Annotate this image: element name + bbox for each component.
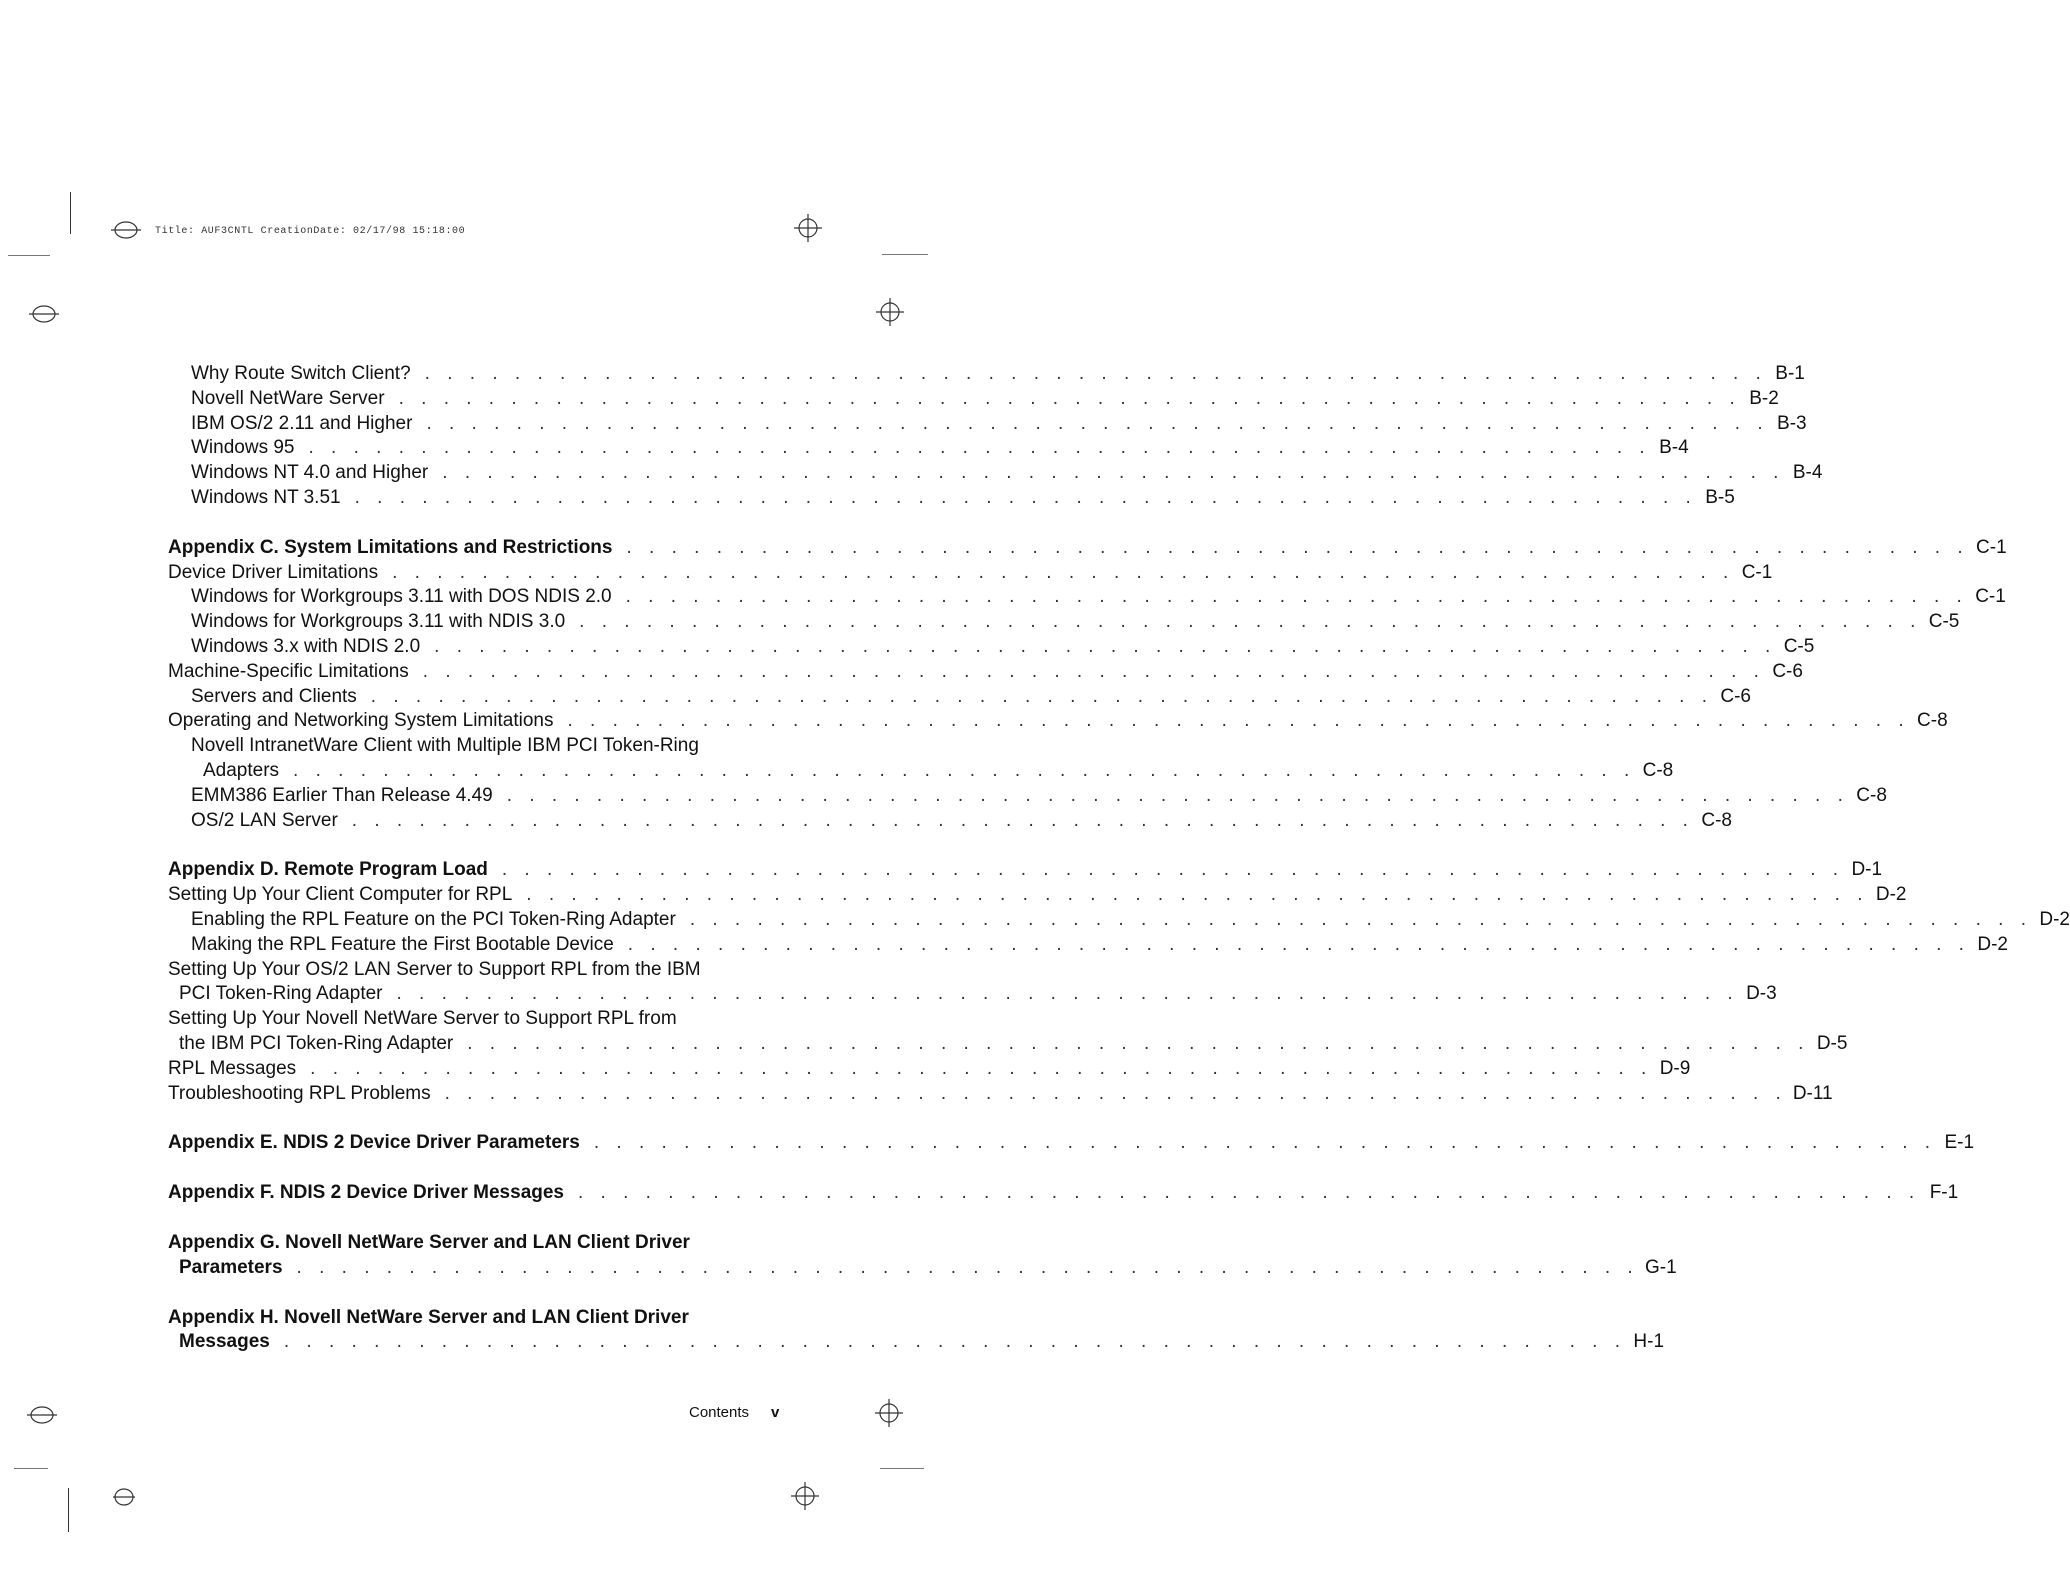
toc-page-number: C-8 <box>1642 759 1674 781</box>
toc-page-number: B-4 <box>1659 437 1689 459</box>
toc-entry[interactable] <box>168 610 1960 635</box>
toc-entry-label: Windows 95 <box>191 437 295 459</box>
toc-entry[interactable] <box>168 387 1779 412</box>
toc-page-number: C-8 <box>1856 784 1887 806</box>
toc-entry-label: Windows NT 3.51 <box>191 486 341 508</box>
toc-entry[interactable] <box>168 536 2007 561</box>
toc-page-number: D-2 <box>2039 908 2070 930</box>
toc-page-number: C-6 <box>1772 660 1803 682</box>
toc-entry[interactable] <box>168 1181 1959 1206</box>
print-header: Title: AUF3CNTL CreationDate: 02/17/98 15:18:00 <box>155 226 466 237</box>
toc-entry[interactable] <box>168 461 1823 486</box>
crosshair-mark-icon <box>789 1480 821 1512</box>
toc-page-number: C-1 <box>1975 586 2006 608</box>
toc-entry-label: Enabling the RPL Feature on the PCI Token-Ring Adapter <box>191 908 676 930</box>
registration-mark-icon <box>24 1403 60 1427</box>
toc-entry-label: Making the RPL Feature the First Bootable Device <box>191 933 614 955</box>
toc-page-number: D-2 <box>1977 933 2008 955</box>
toc-entry-label: Operating and Networking System Limitations <box>168 710 554 732</box>
toc-entry-label: Windows for Workgroups 3.11 with DOS NDIS 2.0 <box>191 586 612 608</box>
toc-page-number: C-5 <box>1783 635 1815 657</box>
toc-page-number: B-3 <box>1777 412 1807 434</box>
toc-entry-label: PCI Token-Ring Adapter <box>179 983 383 1005</box>
toc-page-number: B-4 <box>1792 462 1823 484</box>
page-number: v <box>771 1404 780 1421</box>
toc-entry-label: Appendix E. NDIS 2 Device Driver Parameters <box>168 1132 580 1154</box>
toc-entry-label: Windows for Workgroups 3.11 with NDIS 3.0 <box>191 611 566 633</box>
toc-page-number: C-6 <box>1720 685 1751 707</box>
crop-mark-line <box>8 255 50 256</box>
dot-leader: . . . . . . . . . . . . . . . . . . . . . . . . . . . . . . . . . . . . . . . . . . . . . . . . . . . . . . . . . . . . <box>444 1082 1787 1104</box>
dot-leader: . . . . . . . . . . . . . . . . . . . . . . . . . . . . . . . . . . . . . . . . . . . . . . . . . . . . . . . . . . . . <box>354 486 1697 508</box>
dot-leader: . . . . . . . . . . . . . . . . . . . . . . . . . . . . . . . . . . . . . . . . . . . . . . . . . . . . . . . . . . . . <box>424 363 1767 384</box>
toc-entry-label: Setting Up Your Novell NetWare Server to Support RPL from <box>168 1008 677 1030</box>
toc-entry[interactable] <box>168 486 1735 511</box>
dot-leader: . . . . . . . . . . . . . . . . . . . . . . . . . . . . . . . . . . . . . . . . . . . . . . . . . . . . . . . . . . . . <box>625 586 1968 608</box>
toc-page-number: D-9 <box>1659 1057 1691 1079</box>
footer-label: Contents <box>689 1404 750 1421</box>
dot-leader: . . . . . . . . . . . . . . . . . . . . . . . . . . . . . . . . . . . . . . . . . . . . . . . . . . . . . . . . . . . . <box>567 710 1910 732</box>
toc-entry[interactable] <box>168 561 1773 586</box>
toc-page-number: C-1 <box>1741 561 1773 583</box>
toc-entry[interactable] <box>168 908 2070 933</box>
dot-leader: . . . . . . . . . . . . . . . . . . . . . . . . . . . . . . . . . . . . . . . . . . . . . . . . . . . . . . . . . . . . <box>370 685 1713 707</box>
toc-entry-label: Messages <box>179 1331 270 1353</box>
crop-mark-line <box>880 1468 924 1469</box>
toc-section <box>168 1231 1677 1281</box>
dot-leader: . . . . . . . . . . . . . . . . . . . . . . . . . . . . . . . . . . . . . . . . . . . . . . . . . . . . . . . . . . . . <box>506 784 1849 806</box>
toc-entry[interactable] <box>168 362 1805 387</box>
toc-entry[interactable] <box>168 982 1777 1007</box>
toc-entry[interactable] <box>168 685 1751 710</box>
toc-entry-label: Appendix G. Novell NetWare Server and LAN Client Driver <box>168 1231 690 1253</box>
toc-entry-label: Appendix F. NDIS 2 Device Driver Messages <box>168 1182 564 1204</box>
crop-mark-line <box>882 254 928 255</box>
toc-section <box>168 1306 1665 1356</box>
toc-page-number: D-11 <box>1792 1082 1833 1104</box>
toc-section <box>168 1131 1975 1156</box>
toc-entry-label: RPL Messages <box>168 1057 297 1079</box>
dot-leader: . . . . . . . . . . . . . . . . . . . . . . . . . . . . . . . . . . . . . . . . . . . . . . . . . . . . . . . . . . . . <box>501 859 1845 881</box>
toc-entry[interactable] <box>168 784 1887 809</box>
toc-section <box>168 362 1823 511</box>
dot-leader: . . . . . . . . . . . . . . . . . . . . . . . . . . . . . . . . . . . . . . . . . . . . . . . . . . . . . . . . . . . . <box>627 933 1970 955</box>
crop-mark-line <box>70 192 71 234</box>
crosshair-mark-icon <box>792 212 824 244</box>
crosshair-mark-icon <box>874 296 906 328</box>
dot-leader: . . . . . . . . . . . . . . . . . . . . . . . . . . . . . . . . . . . . . . . . . . . . . . . . . . . . . . . . . . . . <box>296 1256 1639 1278</box>
table-of-contents <box>168 362 2070 1380</box>
toc-entry-label: Windows NT 4.0 and Higher <box>191 462 429 484</box>
toc-entry-label: Adapters <box>203 759 280 781</box>
toc-entry[interactable] <box>168 1032 1848 1057</box>
dot-leader: . . . . . . . . . . . . . . . . . . . . . . . . . . . . . . . . . . . . . . . . . . . . . . . . . . . . . . . . . . . . <box>689 908 2032 930</box>
toc-page-number: D-2 <box>1875 884 1907 906</box>
toc-page-number: G-1 <box>1645 1256 1677 1278</box>
toc-entry-label: Troubleshooting RPL Problems <box>168 1082 431 1104</box>
dot-leader: . . . . . . . . . . . . . . . . . . . . . . . . . . . . . . . . . . . . . . . . . . . . . . . . . . . . . . . . . . . . <box>626 536 1969 558</box>
dot-leader: . . . . . . . . . . . . . . . . . . . . . . . . . . . . . . . . . . . . . . . . . . . . . . . . . . . . . . . . . . . . <box>398 387 1741 409</box>
toc-page-number: C-8 <box>1917 710 1948 732</box>
dot-leader: . . . . . . . . . . . . . . . . . . . . . . . . . . . . . . . . . . . . . . . . . . . . . . . . . . . . . . . . . . . . <box>526 884 1869 906</box>
crop-mark-line <box>14 1468 48 1469</box>
dot-leader: . . . . . . . . . . . . . . . . . . . . . . . . . . . . . . . . . . . . . . . . . . . . . . . . . . . . . . . . . . . . <box>442 462 1785 484</box>
dot-leader: . . . . . . . . . . . . . . . . . . . . . . . . . . . . . . . . . . . . . . . . . . . . . . . . . . . . . . . . . . . . <box>351 809 1694 831</box>
toc-page-number: D-1 <box>1851 859 1883 881</box>
crosshair-mark-icon <box>873 1397 905 1429</box>
crop-mark-line <box>68 1488 69 1532</box>
toc-section <box>168 858 2070 1106</box>
toc-entry-label: Servers and Clients <box>191 685 357 707</box>
toc-entry[interactable] <box>168 759 1674 784</box>
toc-entry[interactable] <box>168 709 1948 734</box>
toc-entry[interactable] <box>168 635 1815 660</box>
toc-section <box>168 1181 1959 1206</box>
toc-page-number: C-5 <box>1928 611 1960 633</box>
toc-entry-label: Novell NetWare Server <box>191 387 385 409</box>
dot-leader: . . . . . . . . . . . . . . . . . . . . . . . . . . . . . . . . . . . . . . . . . . . . . . . . . . . . . . . . . . . . <box>310 1057 1653 1079</box>
toc-entry-label: the IBM PCI Token-Ring Adapter <box>179 1032 454 1054</box>
toc-entry-label: EMM386 Earlier Than Release 4.49 <box>191 784 493 806</box>
toc-entry[interactable] <box>168 1057 1691 1082</box>
toc-page-number: C-1 <box>1976 536 2007 558</box>
toc-entry[interactable] <box>168 1256 1677 1281</box>
toc-entry-label: Novell IntranetWare Client with Multiple IBM PCI Token-Ring <box>191 735 699 757</box>
toc-entry[interactable] <box>168 1330 1665 1355</box>
toc-page-number: B-5 <box>1705 486 1735 508</box>
toc-entry[interactable] <box>168 809 1732 834</box>
toc-entry-label: Parameters <box>179 1256 283 1278</box>
toc-page-number: E-1 <box>1944 1132 1975 1154</box>
toc-page-number: D-5 <box>1816 1032 1848 1054</box>
dot-leader: . . . . . . . . . . . . . . . . . . . . . . . . . . . . . . . . . . . . . . . . . . . . . . . . . . . . . . . . . . . . <box>434 635 1777 657</box>
toc-entry[interactable] <box>168 585 2006 610</box>
toc-entry-label: Appendix D. Remote Program Load <box>168 859 488 881</box>
toc-entry[interactable] <box>168 412 1807 437</box>
toc-entry-label: Setting Up Your Client Computer for RPL <box>168 884 513 906</box>
toc-page-number: B-2 <box>1749 387 1779 409</box>
dot-leader: . . . . . . . . . . . . . . . . . . . . . . . . . . . . . . . . . . . . . . . . . . . . . . . . . . . . . . . . . . . . <box>422 660 1765 682</box>
toc-entry-label: Appendix H. Novell NetWare Server and LAN Client Driver <box>168 1306 689 1328</box>
dot-leader: . . . . . . . . . . . . . . . . . . . . . . . . . . . . . . . . . . . . . . . . . . . . . . . . . . . . . . . . . . . . <box>283 1331 1627 1353</box>
toc-entry-label: OS/2 LAN Server <box>191 809 338 831</box>
toc-page-number: D-3 <box>1746 983 1777 1005</box>
dot-leader: . . . . . . . . . . . . . . . . . . . . . . . . . . . . . . . . . . . . . . . . . . . . . . . . . . . . . . . . . . . . <box>396 983 1739 1005</box>
toc-section <box>168 536 2007 834</box>
dot-leader: . . . . . . . . . . . . . . . . . . . . . . . . . . . . . . . . . . . . . . . . . . . . . . . . . . . . . . . . . . . . <box>579 611 1922 633</box>
page-footer <box>689 1404 779 1421</box>
toc-entry-label: Windows 3.x with NDIS 2.0 <box>191 635 421 657</box>
toc-entry-label: Why Route Switch Client? <box>191 363 411 384</box>
toc-entry-label: Setting Up Your OS/2 LAN Server to Support RPL from the IBM <box>168 958 701 980</box>
toc-page-number: F-1 <box>1929 1182 1959 1204</box>
dot-leader: . . . . . . . . . . . . . . . . . . . . . . . . . . . . . . . . . . . . . . . . . . . . . . . . . . . . . . . . . . . . <box>426 412 1769 434</box>
dot-leader: . . . . . . . . . . . . . . . . . . . . . . . . . . . . . . . . . . . . . . . . . . . . . . . . . . . . . . . . . . . . <box>593 1132 1937 1154</box>
toc-entry[interactable] <box>168 933 2008 958</box>
toc-page-number: H-1 <box>1633 1331 1665 1353</box>
toc-entry[interactable] <box>168 660 1803 685</box>
toc-entry[interactable] <box>168 436 1689 461</box>
dot-leader: . . . . . . . . . . . . . . . . . . . . . . . . . . . . . . . . . . . . . . . . . . . . . . . . . . . . . . . . . . . . <box>308 437 1651 459</box>
toc-page-number: B-1 <box>1775 363 1805 384</box>
toc-entry[interactable] <box>168 1131 1975 1156</box>
toc-entry[interactable] <box>168 1082 1833 1107</box>
toc-page-number: C-8 <box>1701 809 1732 831</box>
dot-leader: . . . . . . . . . . . . . . . . . . . . . . . . . . . . . . . . . . . . . . . . . . . . . . . . . . . . . . . . . . . . <box>467 1032 1810 1054</box>
registration-mark-icon <box>108 218 144 242</box>
toc-entry[interactable] <box>168 858 1883 883</box>
registration-mark-icon <box>108 1485 140 1509</box>
registration-mark-icon <box>26 302 62 326</box>
toc-entry-label: IBM OS/2 2.11 and Higher <box>191 412 413 434</box>
toc-entry-label: Appendix C. System Limitations and Restrictions <box>168 536 613 558</box>
dot-leader: . . . . . . . . . . . . . . . . . . . . . . . . . . . . . . . . . . . . . . . . . . . . . . . . . . . . . . . . . . . . <box>392 561 1735 583</box>
toc-entry-label: Device Driver Limitations <box>168 561 379 583</box>
dot-leader: . . . . . . . . . . . . . . . . . . . . . . . . . . . . . . . . . . . . . . . . . . . . . . . . . . . . . . . . . . . . <box>293 759 1636 781</box>
toc-entry-label: Machine-Specific Limitations <box>168 660 409 682</box>
dot-leader: . . . . . . . . . . . . . . . . . . . . . . . . . . . . . . . . . . . . . . . . . . . . . . . . . . . . . . . . . . . . <box>578 1182 1921 1204</box>
toc-entry[interactable] <box>168 883 1907 908</box>
